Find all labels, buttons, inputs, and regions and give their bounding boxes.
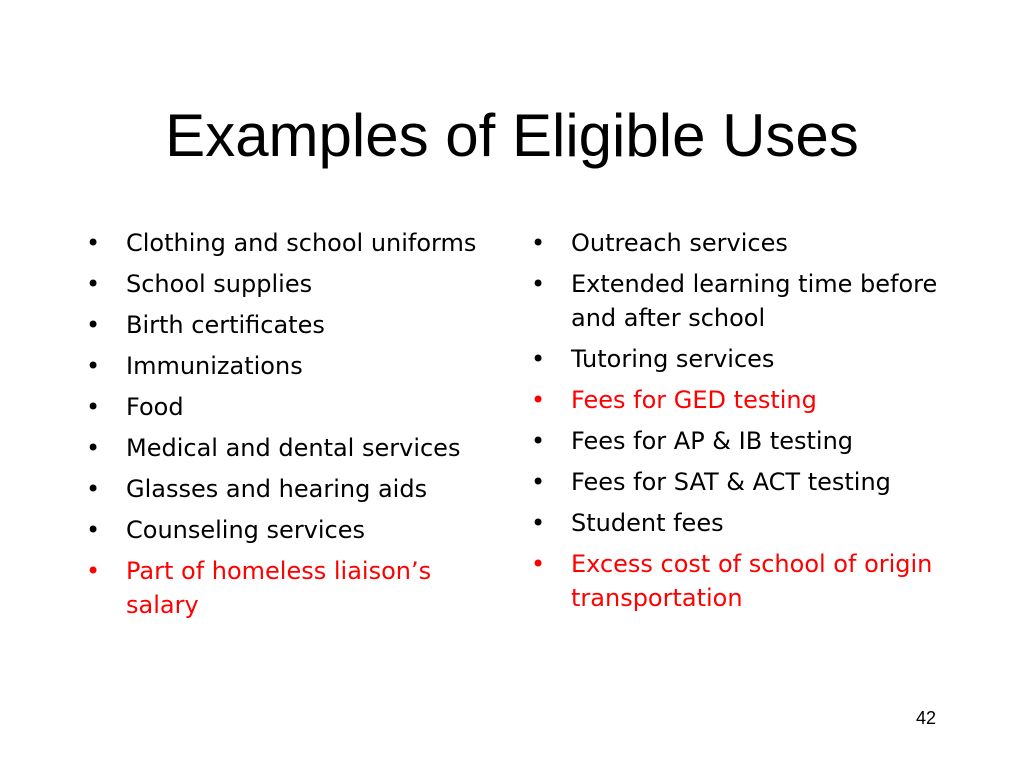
list-item — [531, 342, 951, 376]
list-item — [86, 390, 496, 424]
bullet-icon: • — [86, 270, 101, 298]
bullet-icon: • — [86, 229, 101, 257]
list-item-text: Food — [126, 393, 184, 421]
list-item-text: Fees for SAT & ACT testing — [571, 468, 891, 496]
list-item — [86, 431, 496, 465]
list-item — [531, 424, 951, 458]
bullet-icon: • — [531, 345, 546, 373]
bullet-icon: • — [86, 475, 101, 503]
bullet-icon: • — [86, 352, 101, 380]
right-bullet-list — [531, 226, 951, 622]
bullet-icon: • — [86, 557, 101, 585]
slide-title: Examples of Eligible Uses — [165, 102, 859, 169]
list-item-text: Extended learning time before and after school — [571, 270, 938, 332]
list-item — [531, 506, 951, 540]
list-item — [86, 226, 496, 260]
list-item — [86, 513, 496, 547]
list-item — [86, 349, 496, 383]
bullet-icon: • — [86, 311, 101, 339]
list-item-text: Birth certificates — [126, 311, 325, 339]
list-item-text: Excess cost of school of origin transportation — [571, 550, 933, 612]
list-item-text: Medical and dental services — [126, 434, 461, 462]
list-item — [531, 226, 951, 260]
list-item-text: Counseling services — [126, 516, 366, 544]
list-item — [531, 267, 951, 335]
list-item — [531, 547, 951, 615]
slide-number: 42 — [915, 708, 936, 728]
list-item — [531, 465, 951, 499]
list-item — [86, 308, 496, 342]
list-item-text: Student fees — [571, 509, 724, 537]
bullet-icon: • — [531, 550, 546, 578]
list-item-text: Fees for AP & IB testing — [571, 427, 854, 455]
bullet-icon: • — [86, 393, 101, 421]
list-item — [86, 554, 496, 622]
list-item-text: Tutoring services — [571, 345, 775, 373]
list-item-text: School supplies — [126, 270, 313, 298]
left-bullet-list — [86, 226, 496, 629]
bullet-icon: • — [531, 509, 546, 537]
list-item-text: Immunizations — [126, 352, 303, 380]
bullet-icon: • — [531, 468, 546, 496]
bullet-icon: • — [531, 386, 546, 414]
list-item-text: Clothing and school uniforms — [126, 229, 477, 257]
bullet-icon: • — [86, 434, 101, 462]
bullet-icon: • — [86, 516, 101, 544]
list-item — [531, 383, 951, 417]
list-item-text: Fees for GED testing — [571, 386, 817, 414]
list-item — [86, 267, 496, 301]
bullet-icon: • — [531, 270, 546, 298]
bullet-icon: • — [531, 427, 546, 455]
bullet-icon: • — [531, 229, 546, 257]
list-item-text: Glasses and hearing aids — [126, 475, 428, 503]
list-item-text: Outreach services — [571, 229, 788, 257]
list-item — [86, 472, 496, 506]
list-item-text: Part of homeless liaison’s salary — [126, 557, 432, 619]
